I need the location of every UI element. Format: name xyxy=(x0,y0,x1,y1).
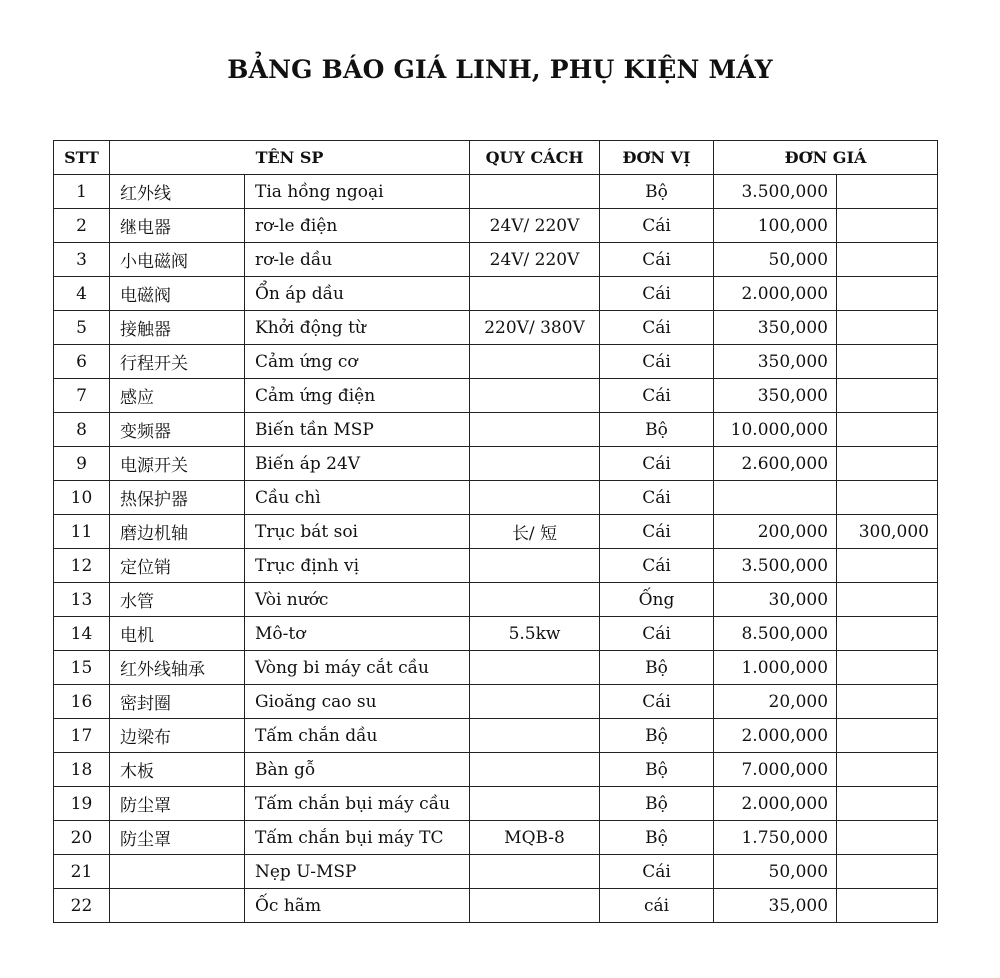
cell-unit: Cái xyxy=(600,481,714,515)
cell-unit: Cái xyxy=(600,345,714,379)
cell-chinese-name: 变频器 xyxy=(110,413,245,447)
table-row xyxy=(54,821,938,855)
cell-price: 350,000 xyxy=(714,345,837,379)
cell-unit: Cái xyxy=(600,549,714,583)
cell-vietnamese-name: Bàn gỗ xyxy=(245,753,470,787)
cell-price-alt: 300,000 xyxy=(837,515,938,549)
cell-price-alt xyxy=(837,209,938,243)
cell-vietnamese-name: Ổn áp dầu xyxy=(245,277,470,311)
cell-spec xyxy=(470,481,600,515)
cell-chinese-name: 电源开关 xyxy=(110,447,245,481)
table-row xyxy=(54,583,938,617)
cell-stt: 10 xyxy=(54,481,110,515)
table-row xyxy=(54,685,938,719)
cell-spec: 24V/ 220V xyxy=(470,209,600,243)
cell-stt: 2 xyxy=(54,209,110,243)
cell-chinese-name: 接触器 xyxy=(110,311,245,345)
cell-unit: cái xyxy=(600,889,714,923)
cell-vietnamese-name: Cầu chì xyxy=(245,481,470,515)
cell-stt: 6 xyxy=(54,345,110,379)
cell-price: 2.000,000 xyxy=(714,719,837,753)
cell-unit: Cái xyxy=(600,685,714,719)
table-row xyxy=(54,209,938,243)
cell-stt: 5 xyxy=(54,311,110,345)
header-unit: ĐƠN VỊ xyxy=(600,141,714,175)
cell-unit: Cái xyxy=(600,617,714,651)
table-row xyxy=(54,447,938,481)
cell-spec xyxy=(470,175,600,209)
cell-unit: Cái xyxy=(600,311,714,345)
cell-chinese-name: 继电器 xyxy=(110,209,245,243)
cell-chinese-name: 防尘罩 xyxy=(110,787,245,821)
cell-price: 350,000 xyxy=(714,379,837,413)
header-spec: QUY CÁCH xyxy=(470,141,600,175)
cell-spec xyxy=(470,277,600,311)
cell-price: 20,000 xyxy=(714,685,837,719)
cell-spec xyxy=(470,753,600,787)
cell-spec xyxy=(470,549,600,583)
cell-chinese-name: 水管 xyxy=(110,583,245,617)
cell-price-alt xyxy=(837,889,938,923)
cell-price-alt xyxy=(837,345,938,379)
cell-chinese-name: 红外线轴承 xyxy=(110,651,245,685)
cell-price-alt xyxy=(837,413,938,447)
cell-chinese-name: 小电磁阀 xyxy=(110,243,245,277)
table-row xyxy=(54,277,938,311)
cell-stt: 20 xyxy=(54,821,110,855)
cell-stt: 22 xyxy=(54,889,110,923)
cell-chinese-name: 感应 xyxy=(110,379,245,413)
price-table xyxy=(53,140,938,923)
table-row xyxy=(54,515,938,549)
cell-spec: 长/ 短 xyxy=(470,515,600,549)
cell-price-alt xyxy=(837,243,938,277)
cell-spec: 24V/ 220V xyxy=(470,243,600,277)
cell-price-alt xyxy=(837,311,938,345)
table-row xyxy=(54,413,938,447)
cell-price-alt xyxy=(837,719,938,753)
cell-unit: Cái xyxy=(600,515,714,549)
cell-unit: Cái xyxy=(600,277,714,311)
table-row xyxy=(54,175,938,209)
cell-price-alt xyxy=(837,175,938,209)
cell-chinese-name: 边梁布 xyxy=(110,719,245,753)
cell-vietnamese-name: Mô-tơ xyxy=(245,617,470,651)
cell-chinese-name: 红外线 xyxy=(110,175,245,209)
cell-spec: 5.5kw xyxy=(470,617,600,651)
cell-unit: Bộ xyxy=(600,821,714,855)
cell-price: 1.750,000 xyxy=(714,821,837,855)
cell-unit: Bộ xyxy=(600,175,714,209)
cell-spec xyxy=(470,447,600,481)
cell-unit: Bộ xyxy=(600,719,714,753)
cell-stt: 9 xyxy=(54,447,110,481)
cell-chinese-name: 防尘罩 xyxy=(110,821,245,855)
document-title: BẢNG BÁO GIÁ LINH, PHỤ KIỆN MÁY xyxy=(227,55,773,84)
cell-vietnamese-name: Ốc hãm xyxy=(245,889,470,923)
cell-price: 2.600,000 xyxy=(714,447,837,481)
cell-price: 2.000,000 xyxy=(714,277,837,311)
cell-price: 200,000 xyxy=(714,515,837,549)
cell-vietnamese-name: Biến áp 24V xyxy=(245,447,470,481)
cell-spec xyxy=(470,345,600,379)
cell-vietnamese-name: Khởi động từ xyxy=(245,311,470,345)
cell-spec: MQB-8 xyxy=(470,821,600,855)
cell-price: 10.000,000 xyxy=(714,413,837,447)
cell-price: 100,000 xyxy=(714,209,837,243)
cell-spec xyxy=(470,651,600,685)
cell-stt: 19 xyxy=(54,787,110,821)
table-row xyxy=(54,345,938,379)
cell-vietnamese-name: Vòi nước xyxy=(245,583,470,617)
cell-unit: Cái xyxy=(600,855,714,889)
cell-chinese-name: 热保护器 xyxy=(110,481,245,515)
table-row xyxy=(54,787,938,821)
cell-chinese-name: 密封圈 xyxy=(110,685,245,719)
cell-price-alt xyxy=(837,277,938,311)
cell-stt: 17 xyxy=(54,719,110,753)
cell-chinese-name: 定位销 xyxy=(110,549,245,583)
table-row xyxy=(54,855,938,889)
cell-vietnamese-name: rơ-le dầu xyxy=(245,243,470,277)
cell-price: 7.000,000 xyxy=(714,753,837,787)
cell-unit: Bộ xyxy=(600,753,714,787)
cell-chinese-name xyxy=(110,889,245,923)
cell-price: 50,000 xyxy=(714,243,837,277)
cell-price: 35,000 xyxy=(714,889,837,923)
cell-stt: 11 xyxy=(54,515,110,549)
cell-spec xyxy=(470,583,600,617)
cell-price-alt xyxy=(837,855,938,889)
cell-spec xyxy=(470,787,600,821)
cell-chinese-name: 电磁阀 xyxy=(110,277,245,311)
cell-chinese-name: 电机 xyxy=(110,617,245,651)
header-name: TÊN SP xyxy=(110,141,470,175)
table-row xyxy=(54,311,938,345)
cell-unit: Bộ xyxy=(600,651,714,685)
cell-vietnamese-name: Trục bát soi xyxy=(245,515,470,549)
cell-stt: 14 xyxy=(54,617,110,651)
cell-stt: 18 xyxy=(54,753,110,787)
cell-price: 350,000 xyxy=(714,311,837,345)
cell-spec: 220V/ 380V xyxy=(470,311,600,345)
cell-spec xyxy=(470,379,600,413)
header-stt: STT xyxy=(54,141,110,175)
cell-price xyxy=(714,481,837,515)
cell-spec xyxy=(470,685,600,719)
table-row xyxy=(54,889,938,923)
cell-vietnamese-name: Biến tần MSP xyxy=(245,413,470,447)
cell-price-alt xyxy=(837,787,938,821)
cell-chinese-name: 磨边机轴 xyxy=(110,515,245,549)
cell-price-alt xyxy=(837,481,938,515)
cell-price-alt xyxy=(837,447,938,481)
cell-vietnamese-name: Tấm chắn bụi máy TC xyxy=(245,821,470,855)
cell-unit: Ống xyxy=(600,583,714,617)
table-row xyxy=(54,549,938,583)
cell-stt: 21 xyxy=(54,855,110,889)
cell-unit: Bộ xyxy=(600,787,714,821)
table-row xyxy=(54,243,938,277)
cell-price-alt xyxy=(837,379,938,413)
cell-price: 3.500,000 xyxy=(714,549,837,583)
cell-stt: 12 xyxy=(54,549,110,583)
cell-stt: 16 xyxy=(54,685,110,719)
cell-price-alt xyxy=(837,821,938,855)
cell-spec xyxy=(470,413,600,447)
cell-price: 1.000,000 xyxy=(714,651,837,685)
cell-price: 2.000,000 xyxy=(714,787,837,821)
cell-stt: 15 xyxy=(54,651,110,685)
cell-spec xyxy=(470,855,600,889)
table-row xyxy=(54,753,938,787)
cell-spec xyxy=(470,719,600,753)
cell-unit: Cái xyxy=(600,379,714,413)
cell-vietnamese-name: Cảm ứng điện xyxy=(245,379,470,413)
cell-vietnamese-name: Tia hồng ngoại xyxy=(245,175,470,209)
cell-unit: Cái xyxy=(600,243,714,277)
cell-vietnamese-name: Tấm chắn dầu xyxy=(245,719,470,753)
cell-price: 50,000 xyxy=(714,855,837,889)
cell-price: 3.500,000 xyxy=(714,175,837,209)
cell-price: 8.500,000 xyxy=(714,617,837,651)
cell-vietnamese-name: Cảm ứng cơ xyxy=(245,345,470,379)
cell-vietnamese-name: Nẹp U-MSP xyxy=(245,855,470,889)
cell-chinese-name: 木板 xyxy=(110,753,245,787)
cell-price-alt xyxy=(837,549,938,583)
table-row xyxy=(54,379,938,413)
cell-vietnamese-name: Vòng bi máy cắt cầu xyxy=(245,651,470,685)
table-body xyxy=(54,175,938,923)
cell-price-alt xyxy=(837,617,938,651)
cell-stt: 13 xyxy=(54,583,110,617)
cell-chinese-name: 行程开关 xyxy=(110,345,245,379)
cell-unit: Cái xyxy=(600,209,714,243)
table-row xyxy=(54,617,938,651)
cell-stt: 1 xyxy=(54,175,110,209)
cell-price-alt xyxy=(837,583,938,617)
cell-chinese-name xyxy=(110,855,245,889)
cell-price: 30,000 xyxy=(714,583,837,617)
cell-vietnamese-name: Gioăng cao su xyxy=(245,685,470,719)
cell-spec xyxy=(470,889,600,923)
table-row xyxy=(54,481,938,515)
cell-vietnamese-name: Trục định vị xyxy=(245,549,470,583)
cell-vietnamese-name: Tấm chắn bụi máy cầu xyxy=(245,787,470,821)
cell-stt: 4 xyxy=(54,277,110,311)
cell-stt: 3 xyxy=(54,243,110,277)
cell-stt: 8 xyxy=(54,413,110,447)
cell-vietnamese-name: rơ-le điện xyxy=(245,209,470,243)
cell-unit: Cái xyxy=(600,447,714,481)
cell-price-alt xyxy=(837,685,938,719)
cell-unit: Bộ xyxy=(600,413,714,447)
cell-price-alt xyxy=(837,651,938,685)
table-row xyxy=(54,719,938,753)
header-price: ĐƠN GIÁ xyxy=(714,141,938,175)
table-header-row xyxy=(54,141,938,175)
cell-stt: 7 xyxy=(54,379,110,413)
cell-price-alt xyxy=(837,753,938,787)
table-row xyxy=(54,651,938,685)
